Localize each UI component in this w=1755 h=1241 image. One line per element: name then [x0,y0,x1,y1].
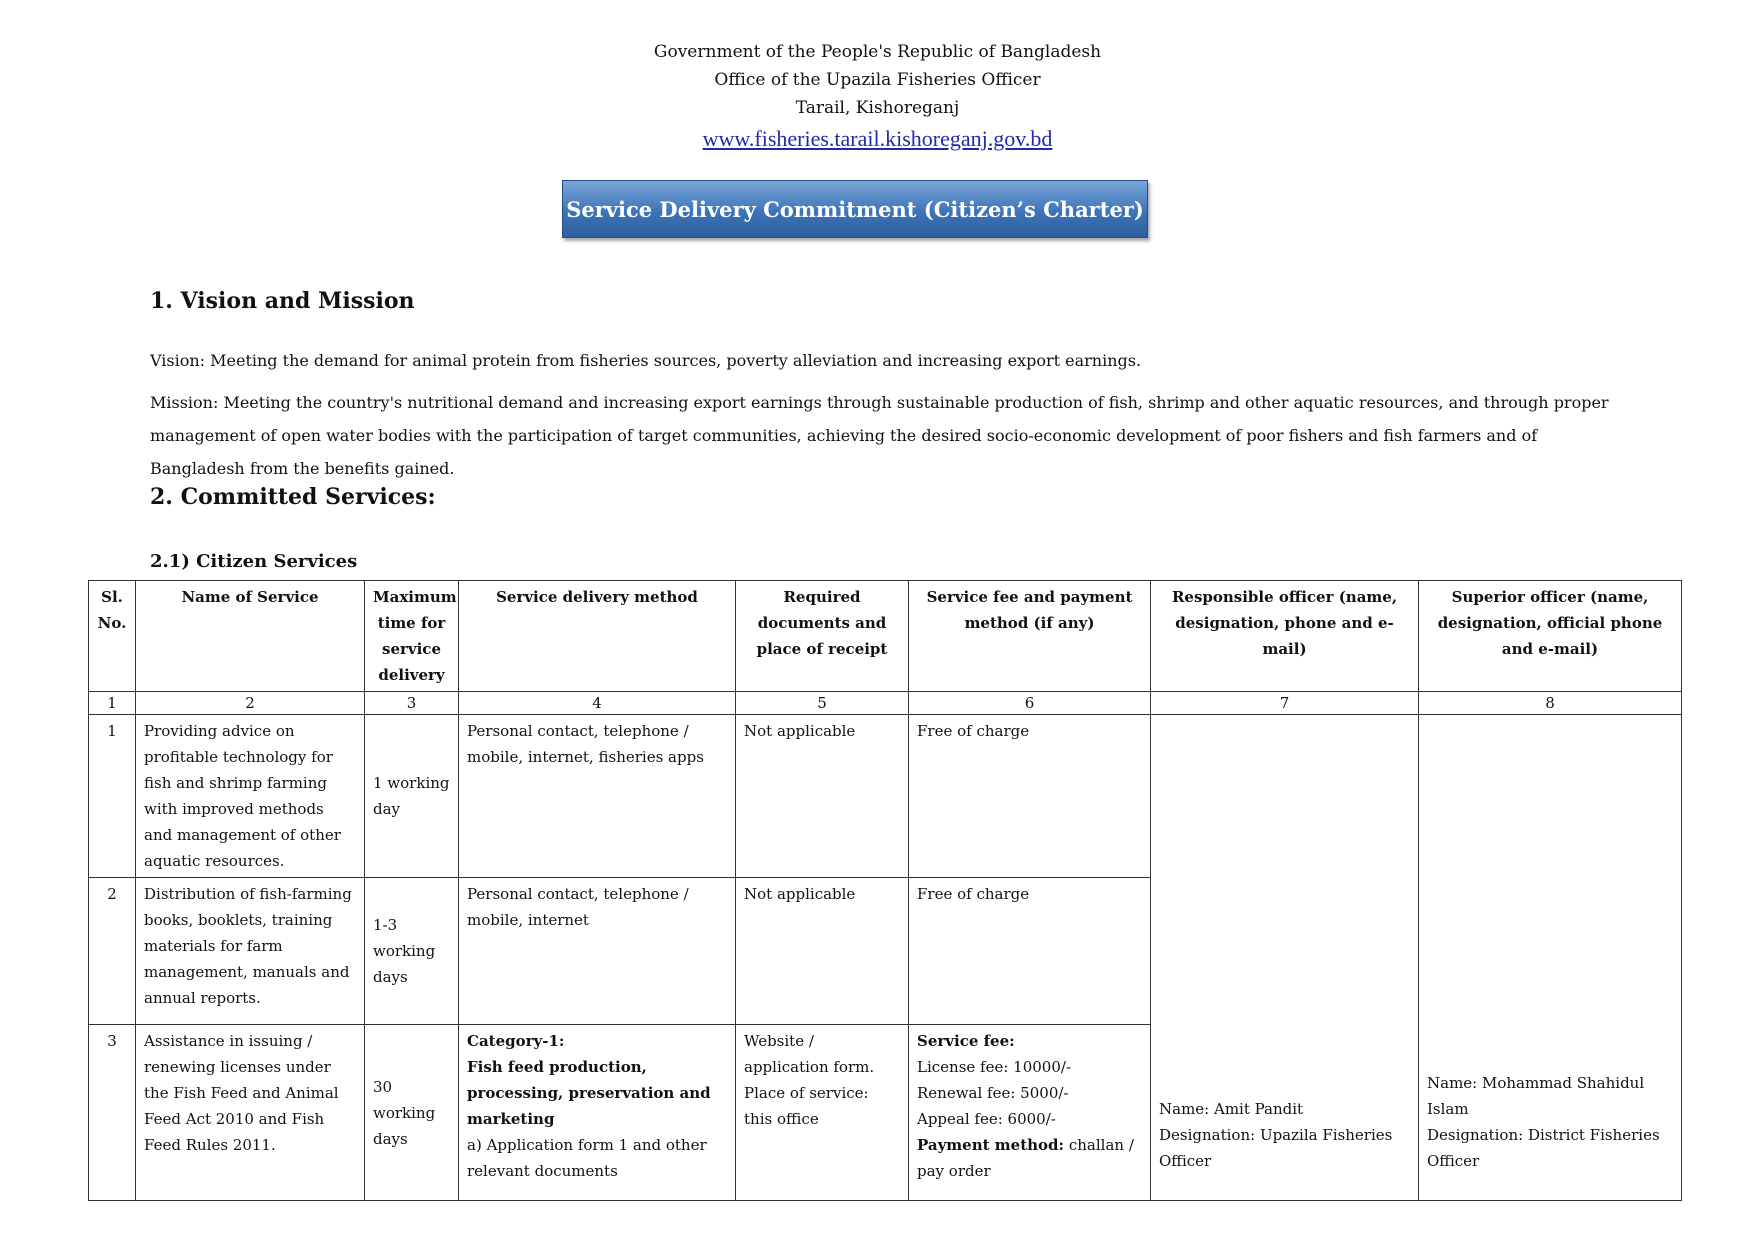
payment-method-value: challan / pay order [917,1136,1134,1180]
fee-license: License fee: 10000/- [917,1058,1072,1076]
row-fee [909,1025,1151,1201]
citizen-services-table [88,580,1682,1201]
method-requirements: a) Application form 1 and other relevant documents [467,1136,707,1180]
row-documents: Website / application form. Place of service: this office [736,1025,909,1201]
office-location: Tarail, Kishoreganj [795,98,960,118]
row-max-time: 30 working days [365,1025,459,1201]
office-name: Office of the Upazila Fisheries Officer [714,70,1041,90]
method-category: Category-1: [467,1032,565,1050]
header-service-name: Name of Service [136,581,365,692]
mission-text: Mission: Meeting the country's nutritional demand and increasing export earnings through sustainable production of fish, shrimp and other aquatic resources, and through proper management of open water bodies with the participation of target communities, achieving the desired socio-economic development of poor fishers and fish farmers and of Bangladesh from the benefits gained. [150,393,1609,478]
committed-services-heading: 2. Committed Services: [150,484,436,510]
office-header [0,38,1755,156]
header-superior-officer: Superior officer (name, designation, official phone and e-mail) [1419,581,1682,692]
payment-method-label: Payment method: [917,1136,1065,1154]
column-number-row [89,692,1682,715]
col-number: 4 [459,692,736,715]
col-number: 6 [909,692,1151,715]
row-service-name: Providing advice on profitable technology for fish and shrimp farming with improved methods and management of other aquatic resources. [136,715,365,878]
col-number: 8 [1419,692,1682,715]
fee-payment [917,1132,1142,1184]
header-responsible-officer: Responsible officer (name, designation, phone and e-mail) [1151,581,1419,692]
fee-appeal: Appeal fee: 6000/- [917,1110,1056,1128]
header-max-time: Maximum time for service delivery [365,581,459,692]
row-sl: 1 [89,715,136,878]
responsible-officer-cell [1151,715,1419,1201]
col-number: 5 [736,692,909,715]
col-number: 3 [365,692,459,715]
row-max-time: 1 working day [365,715,459,878]
header-documents: Required documents and place of receipt [736,581,909,692]
citizen-services-subheading: 2.1) Citizen Services [150,551,358,572]
row-delivery-method [459,1025,736,1201]
row-sl: 2 [89,878,136,1025]
superior-officer-cell [1419,715,1682,1201]
row-fee: Free of charge [909,715,1151,878]
row-max-time: 1-3 working days [365,878,459,1025]
row-documents: Not applicable [736,715,909,878]
row-sl: 3 [89,1025,136,1201]
website-link[interactable]: www.fisheries.tarail.kishoreganj.gov.bd [702,126,1053,151]
government-name: Government of the People's Republic of Bangladesh [653,42,1102,62]
responsible-officer-designation: Designation: Upazila Fisheries Officer [1159,1126,1393,1170]
superior-officer-name: Name: Mohammad Shahidul Islam [1427,1074,1645,1118]
table-header-row [89,581,1682,692]
row-delivery-method: Personal contact, telephone / mobile, internet, fisheries apps [459,715,736,878]
row-service-name: Distribution of fish-farming books, booklets, training materials for farm management, manuals and annual reports. [136,878,365,1025]
col-number: 7 [1151,692,1419,715]
superior-officer-designation: Designation: District Fisheries Officer [1427,1126,1660,1170]
row-delivery-method: Personal contact, telephone / mobile, internet [459,878,736,1025]
responsible-officer-name: Name: Amit Pandit [1159,1100,1304,1118]
row-fee: Free of charge [909,878,1151,1025]
method-category-detail: Fish feed production, processing, preservation and marketing [467,1058,711,1128]
vision-mission-heading: 1. Vision and Mission [150,288,415,314]
row-service-name: Assistance in issuing / renewing licenses under the Fish Feed and Animal Feed Act 2010 and Fish Feed Rules 2011. [136,1025,365,1201]
fee-title: Service fee: [917,1032,1015,1050]
table-row [89,715,1682,878]
header-fee: Service fee and payment method (if any) [909,581,1151,692]
row-documents: Not applicable [736,878,909,1025]
fee-renewal: Renewal fee: 5000/- [917,1084,1069,1102]
vision-text: Vision: Meeting the demand for animal protein from fisheries sources, poverty alleviation and increasing export earnings. [150,351,1142,370]
col-number: 2 [136,692,365,715]
col-number: 1 [89,692,136,715]
citizens-charter-banner: Service Delivery Commitment (Citizen’s Charter) [562,180,1148,238]
header-sl: Sl. No. [89,581,136,692]
header-delivery-method: Service delivery method [459,581,736,692]
